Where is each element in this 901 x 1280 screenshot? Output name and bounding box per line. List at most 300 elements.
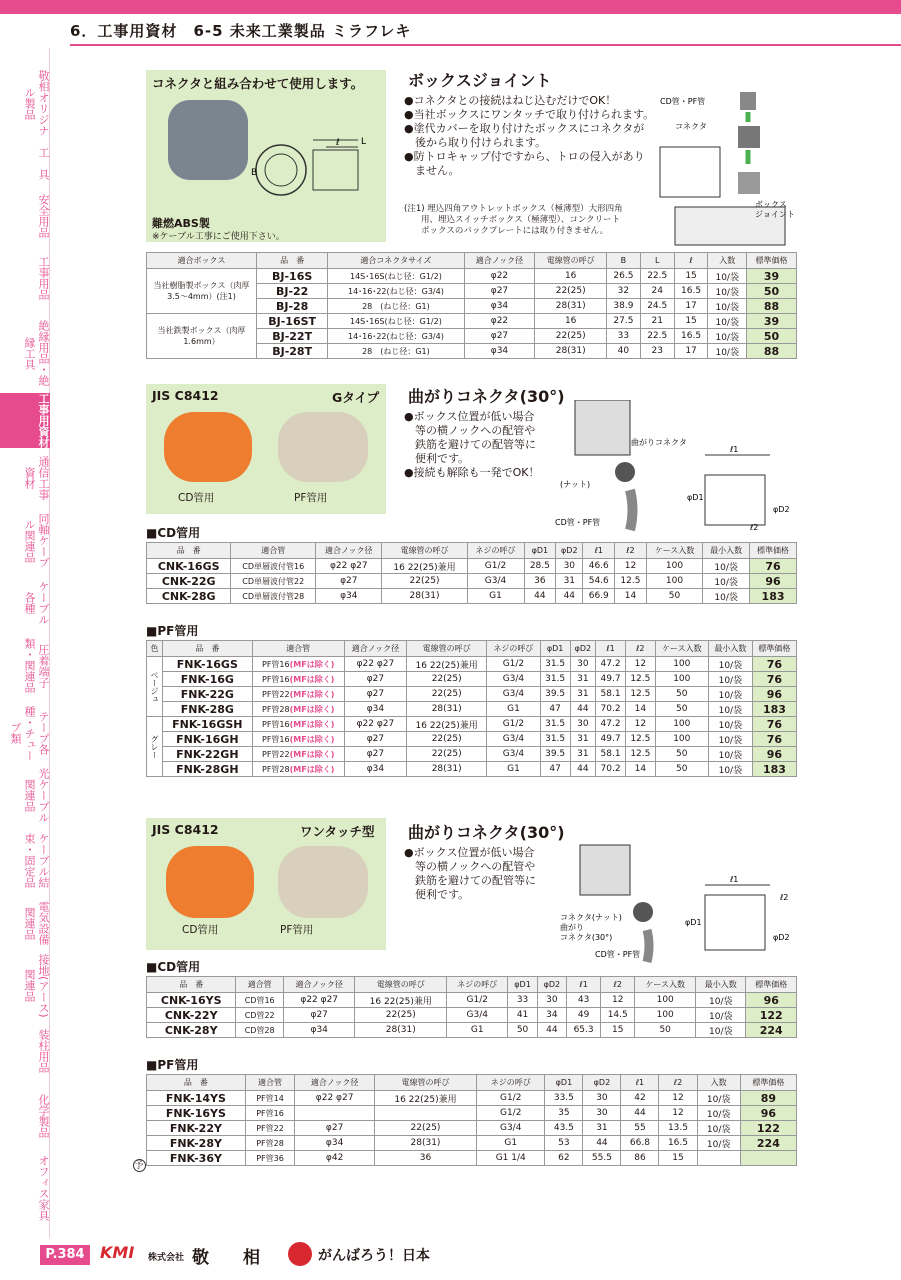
product-box-bj [146,70,386,242]
table-cell: 31 [556,574,583,589]
table-cell: G1/2 [447,993,508,1008]
table-cell: 58.1 [596,747,626,762]
table-cell: 100 [646,559,702,574]
feature-line: 用、埋込スイッチボックス（極薄型）、コンクリート [404,215,621,225]
table-cell: 10/袋 [708,314,747,329]
dim-B: B [251,168,258,178]
table-cell: 28(31) [355,1023,447,1038]
table-cell: 31.5 [540,672,570,687]
feature-line: ●コネクタとの接続はねじ込むだけでOK！ [404,94,617,107]
table-cell: 14 [625,762,655,777]
table-cell: 30 [556,559,583,574]
table-cell: 12.5 [615,574,647,589]
product-box-g [146,384,386,514]
table-cell: 58.1 [596,687,626,702]
table-cell: 24 [640,284,674,299]
diag-y-bend: 曲がり [560,923,584,932]
table-cell: 10/袋 [708,657,752,672]
jis-label: JIS C8412 [152,388,219,403]
table-cell: 12.5 [625,747,655,762]
table-cell: φ27 [344,732,406,747]
table-cell: φ22 φ27 [316,559,382,574]
sidebar [0,48,50,1238]
part-number: FNK-28GH [163,762,253,777]
table-cell: 44 [570,702,596,717]
table-cell: 14S･16S(ねじ径：G1/2) [328,269,464,284]
table-cell: 86 [621,1151,659,1166]
table-cell: 10/袋 [708,269,747,284]
table-cell: G1/2 [487,717,541,732]
g-features [404,410,564,480]
dim-l2: ℓ2 [750,523,759,532]
column-header: 適合管 [252,641,344,657]
sidebar-item: 同軸ケーブル関連品 [23,513,50,568]
yo-mark-icon: 予 [134,1160,144,1171]
table-cell: 70.2 [596,762,626,777]
table-cell: φ42 [295,1151,375,1166]
table-cell: 30 [537,993,566,1008]
part-number: FNK-22G [163,687,253,702]
table-cell: 10/袋 [697,1136,740,1151]
table-row [147,717,797,732]
table-cell: 50 [655,747,708,762]
table-cell: 31 [583,1121,621,1136]
material-note: ※ケーブル工事にご使用下さい。 [152,232,285,242]
part-number: FNK-22Y [147,1121,246,1136]
sidebar-item: 敬相オリジナル製品 [23,70,50,136]
part-number: FNK-28G [163,702,253,717]
table-cell: 15 [674,269,708,284]
table-cell: 47.2 [596,717,626,732]
table-cell [252,762,344,777]
table-cell: 39.5 [540,687,570,702]
column-header: L [640,253,674,269]
table-cell: 10/袋 [696,1008,746,1023]
column-header: 適合ノック径 [295,1075,375,1091]
price-cell: 50 [746,329,796,344]
column-header: 電線管の呼び [407,641,487,657]
price-cell: 39 [746,314,796,329]
pipe-size: PF管16 [262,719,290,729]
part-number: FNK-28Y [147,1136,246,1151]
sidebar-item: 通信工事資材 [23,456,50,500]
jis-label-2: JIS C8412 [152,822,219,837]
column-header: ℓ2 [615,543,647,559]
mf-exclusion: (MFは除く) [289,764,335,774]
part-number: FNK-16G [163,672,253,687]
table-cell: 17 [674,299,708,314]
feature-line: ●接続も解除も一発でOK！ [404,466,540,479]
sidebar-item: 光ケーブル関連品 [23,768,50,823]
table-cell: 42 [621,1091,659,1106]
table-cell: 16.5 [674,284,708,299]
table-row [147,1023,797,1038]
table-cell: 22(25) [382,574,467,589]
price-cell: 183 [752,762,796,777]
bj-note [404,204,664,237]
kmi-logo: KMI [100,1243,135,1262]
table-cell: 47 [540,702,570,717]
pipe-size: PF管16 [262,734,290,744]
mf-exclusion: (MFは除く) [289,689,335,699]
table-cell: 10/袋 [697,1121,740,1136]
table-cell: G1 [487,762,541,777]
column-header: 最小入数 [708,641,752,657]
page-header [0,0,901,48]
table-cell: φ34 [344,702,406,717]
table-row [147,993,797,1008]
table-row [147,1136,797,1151]
y-dimension-drawing [555,840,800,965]
column-header: ℓ1 [596,641,626,657]
pipe-size: PF管28 [262,764,290,774]
mf-exclusion: (MFは除く) [289,719,335,729]
table-cell: 30 [570,657,596,672]
section-title-bj: ボックスジョイント [408,71,552,90]
table-cell: φ27 [316,574,382,589]
table-cell: 43.5 [545,1121,583,1136]
dim-l1: ℓ1 [730,445,739,454]
table-cell: 22(25) [407,747,487,762]
table-row [147,732,797,747]
table-cell: PF管36 [245,1151,295,1166]
table-cell: 47.2 [596,657,626,672]
column-header: 最小入数 [696,977,746,993]
table-cell: PF管28 [245,1136,295,1151]
price-cell: 96 [740,1106,796,1121]
price-cell: 50 [746,284,796,299]
column-header: 標準価格 [746,977,797,993]
dim-L: L [361,137,367,147]
pf-subhead: ■PF管用 [146,624,199,638]
mf-exclusion: (MFは除く) [289,674,335,684]
price-cell: 76 [752,672,796,687]
table-cell: 12 [625,657,655,672]
table-cell: 28(31) [407,762,487,777]
cnk-y-table [146,976,797,1038]
table-cell: 32 [606,284,640,299]
price-cell: 88 [746,344,796,359]
table-cell: 14 [615,589,647,604]
table-cell: G1 1/4 [477,1151,545,1166]
price-cell: 39 [746,269,796,284]
table-cell: 33 [606,329,640,344]
diag-pipe2: CD管・PF管 [555,518,601,527]
column-header: 品 番 [147,1075,246,1091]
table-cell: φ34 [316,589,382,604]
table-cell: G1 [447,1023,508,1038]
price-cell: 122 [746,1008,797,1023]
table-cell: 44 [583,1136,621,1151]
table-cell: 17 [674,344,708,359]
table-cell: 49.7 [596,672,626,687]
table-cell: 50 [508,1023,537,1038]
table-cell: G1 [487,702,541,717]
column-header: 品 番 [257,253,328,269]
part-number: BJ-16ST [257,314,328,329]
table-row [147,762,797,777]
table-cell: 30 [583,1106,621,1121]
feature-line: 鉄筋を避けての配管等に [404,874,536,887]
column-header: ℓ2 [625,641,655,657]
cnk-g-table [146,542,797,604]
part-number: FNK-16YS [147,1106,246,1121]
table-cell: 26.5 [606,269,640,284]
table-cell: 44 [556,589,583,604]
pf-caption-2: PF管用 [280,924,314,936]
table-cell: 31.5 [540,657,570,672]
table-cell: CD管16 [236,993,284,1008]
diag-box: ボックス [755,200,787,209]
table-cell: G3/4 [467,574,524,589]
table-cell: 44 [570,762,596,777]
table-row [147,589,797,604]
table-cell: φ27 [464,329,535,344]
table-cell: G3/4 [447,1008,508,1023]
table-cell: G3/4 [487,672,541,687]
column-header: ℓ [674,253,708,269]
price-cell: 88 [746,299,796,314]
table-cell: 16 [535,269,607,284]
table-cell: 14S･16S(ねじ径：G1/2) [328,314,464,329]
table-cell: 47 [540,762,570,777]
price-cell: 76 [752,717,796,732]
mf-exclusion: (MFは除く) [289,659,335,669]
bj-install-diagram [655,92,805,247]
table-cell: φ22 φ27 [295,1091,375,1106]
dim-l: ℓ [336,138,340,148]
table-cell: 10/袋 [696,1023,746,1038]
column-header: 標準価格 [752,641,796,657]
column-header: ℓ1 [621,1075,659,1091]
table-row [147,559,797,574]
table-cell: 22.5 [640,269,674,284]
feature-line: ません。 [404,164,460,177]
table-cell: 12 [601,993,635,1008]
table-cell: CD単層波付管28 [231,589,316,604]
table-cell [252,702,344,717]
part-number: CNK-28G [147,589,231,604]
table-cell: 14･16･22(ねじ径：G3/4) [328,284,464,299]
table-cell: 22(25) [355,1008,447,1023]
table-row [147,747,797,762]
column-header: 適合ボックス [147,253,257,269]
table-cell: 28(31) [407,702,487,717]
column-header: ネジの呼び [467,543,524,559]
table-cell: 12.5 [625,732,655,747]
pipe-size: PF管28 [262,704,290,714]
table-cell: 31.5 [540,732,570,747]
feature-line: ボックスのバックプレートには取り付きません。 [404,226,609,236]
table-cell: φ27 [283,1008,354,1023]
table-cell: φ34 [464,344,535,359]
table-cell: 66.8 [621,1136,659,1151]
color-cell: ベージュ [147,657,163,717]
table-cell: 24.5 [640,299,674,314]
table-cell: G3/4 [487,747,541,762]
table-cell [252,732,344,747]
fnk-g-table [146,640,797,777]
table-row [147,702,797,717]
table-cell: 14 [625,702,655,717]
column-header: φD2 [583,1075,621,1091]
column-header: ℓ1 [567,977,601,993]
column-header: 標準価格 [746,253,796,269]
table-cell: 31 [570,672,596,687]
table-cell: 55.5 [583,1151,621,1166]
table-cell: 55 [621,1121,659,1136]
price-cell: 96 [746,993,797,1008]
pipe-size: PF管22 [262,749,290,759]
slogan: がんばろう！日本 [318,1248,430,1264]
table-cell: 35 [545,1106,583,1121]
mf-exclusion: (MFは除く) [289,749,335,759]
table-cell: 31 [570,747,596,762]
part-number: CNK-22Y [147,1008,236,1023]
header-stripe [0,0,901,14]
group-cell: 当社鉄製ボックス（肉厚1.6mm） [147,314,257,359]
column-header: 適合ノック径 [316,543,382,559]
section-title-g: 曲がりコネクタ(30°) [408,387,565,406]
cd-product-image-2 [166,846,254,918]
table-cell: 53 [545,1136,583,1151]
part-number: FNK-14YS [147,1091,246,1106]
column-header: ネジの呼び [477,1075,545,1091]
table-cell: G1/2 [477,1091,545,1106]
table-cell: φ27 [344,747,406,762]
column-header: 適合ノック径 [344,641,406,657]
table-row [147,269,797,284]
sidebar-item: 装柱用品 [37,1028,50,1073]
table-cell: 12 [615,559,647,574]
dim-y-l2: ℓ2 [780,893,789,902]
table-cell: 28(31) [374,1136,476,1151]
table-row [147,1121,797,1136]
table-cell: 10/袋 [708,329,747,344]
column-header: φD1 [545,1075,583,1091]
table-cell: 10/袋 [708,747,752,762]
feature-line: 便利です。 [404,452,470,465]
table-row [147,672,797,687]
fnk-y-table [134,1074,797,1171]
dim-d1: φD1 [687,493,704,502]
column-header: 標準価格 [740,1075,796,1091]
sidebar-item: 電気設備関連品 [23,901,50,945]
column-header: ケース入数 [635,977,696,993]
table-cell: 22.5 [640,329,674,344]
diag-nut: (ナット) [560,480,591,489]
part-number: CNK-22G [147,574,231,589]
part-number: BJ-28T [257,344,328,359]
column-header: ℓ1 [583,543,615,559]
part-number: FNK-22GH [163,747,253,762]
pf-product-image-2 [278,846,368,918]
column-header: 最小入数 [703,543,750,559]
table-row [147,657,797,672]
column-header: 適合ノック径 [464,253,535,269]
page-title: 6．工事用資材 6-5 未来工業製品 ミラフレキ [70,22,412,40]
diag-pipe: CD管・PF管 [660,97,706,106]
material-label: 難燃ABS製 [152,217,210,230]
hinomaru-icon [288,1242,312,1266]
price-cell: 183 [750,589,797,604]
column-header: 品 番 [163,641,253,657]
table-cell: 16.5 [674,329,708,344]
cd-subhead: ■CD管用 [146,526,201,540]
table-cell: 21 [640,314,674,329]
feature-line: (注1) 埋込四角アウトレットボックス（極薄型）大形四角 [404,204,623,214]
table-cell: 50 [646,589,702,604]
part-number: CNK-16YS [147,993,236,1008]
pf-caption: PF管用 [294,492,328,504]
column-header: 標準価格 [750,543,797,559]
table-cell: φ34 [283,1023,354,1038]
part-number: FNK-36Y [147,1151,246,1166]
column-header: φD2 [556,543,583,559]
column-header: 色 [147,641,163,657]
column-header: 適合ノック径 [283,977,354,993]
table-cell: G1/2 [477,1106,545,1121]
table-cell: 100 [655,732,708,747]
sidebar-item: 化学製品 [37,1093,50,1138]
part-number: BJ-16S [257,269,328,284]
company-prefix: 株式会社 [148,1253,185,1263]
column-header: ケース入数 [655,641,708,657]
table-cell: 10/袋 [703,589,750,604]
table-cell: φ22 [464,314,535,329]
table-row [147,1008,797,1023]
feature-line: ●ボックス位置が低い場合 [404,846,535,859]
mf-exclusion: (MFは除く) [289,734,335,744]
table-cell: 12 [659,1091,697,1106]
table-cell: 100 [655,672,708,687]
column-header: ℓ2 [601,977,635,993]
column-header: φD1 [508,977,537,993]
dim-y-d2: φD2 [773,933,790,942]
table-cell: 49.7 [596,732,626,747]
table-cell: 33 [508,993,537,1008]
table-cell: CD管22 [236,1008,284,1023]
diag-connector: コネクタ [675,122,707,131]
price-cell: 96 [752,747,796,762]
table-cell: 28(31) [535,299,607,314]
table-cell: φ34 [344,762,406,777]
table-cell: 10/袋 [696,993,746,1008]
price-cell: 76 [752,657,796,672]
table-cell: G1/2 [487,657,541,672]
table-cell: 16 [535,314,607,329]
column-header: B [606,253,640,269]
table-cell: 14.5 [601,1008,635,1023]
table-cell: 28.5 [524,559,556,574]
table-cell: 22(25) [407,687,487,702]
header-rule [70,44,901,46]
part-number: BJ-28 [257,299,328,314]
sidebar-item: 安全用品 [37,193,50,238]
table-cell: 30 [583,1091,621,1106]
feature-line: ●塗代カバーを取り付けたボックスにコネクタが [404,122,645,135]
price-cell: 76 [750,559,797,574]
table-cell: 33.5 [545,1091,583,1106]
column-header: ℓ2 [659,1075,697,1091]
table-row [147,1106,797,1121]
column-header: 適合管 [231,543,316,559]
column-header: φD1 [524,543,556,559]
box-head: コネクタと組み合わせて使用します。 [152,76,364,91]
table-cell: 44 [621,1106,659,1121]
table-cell: 28(31) [535,344,607,359]
sidebar-item: ケーブル結束・固定品 [23,833,50,888]
